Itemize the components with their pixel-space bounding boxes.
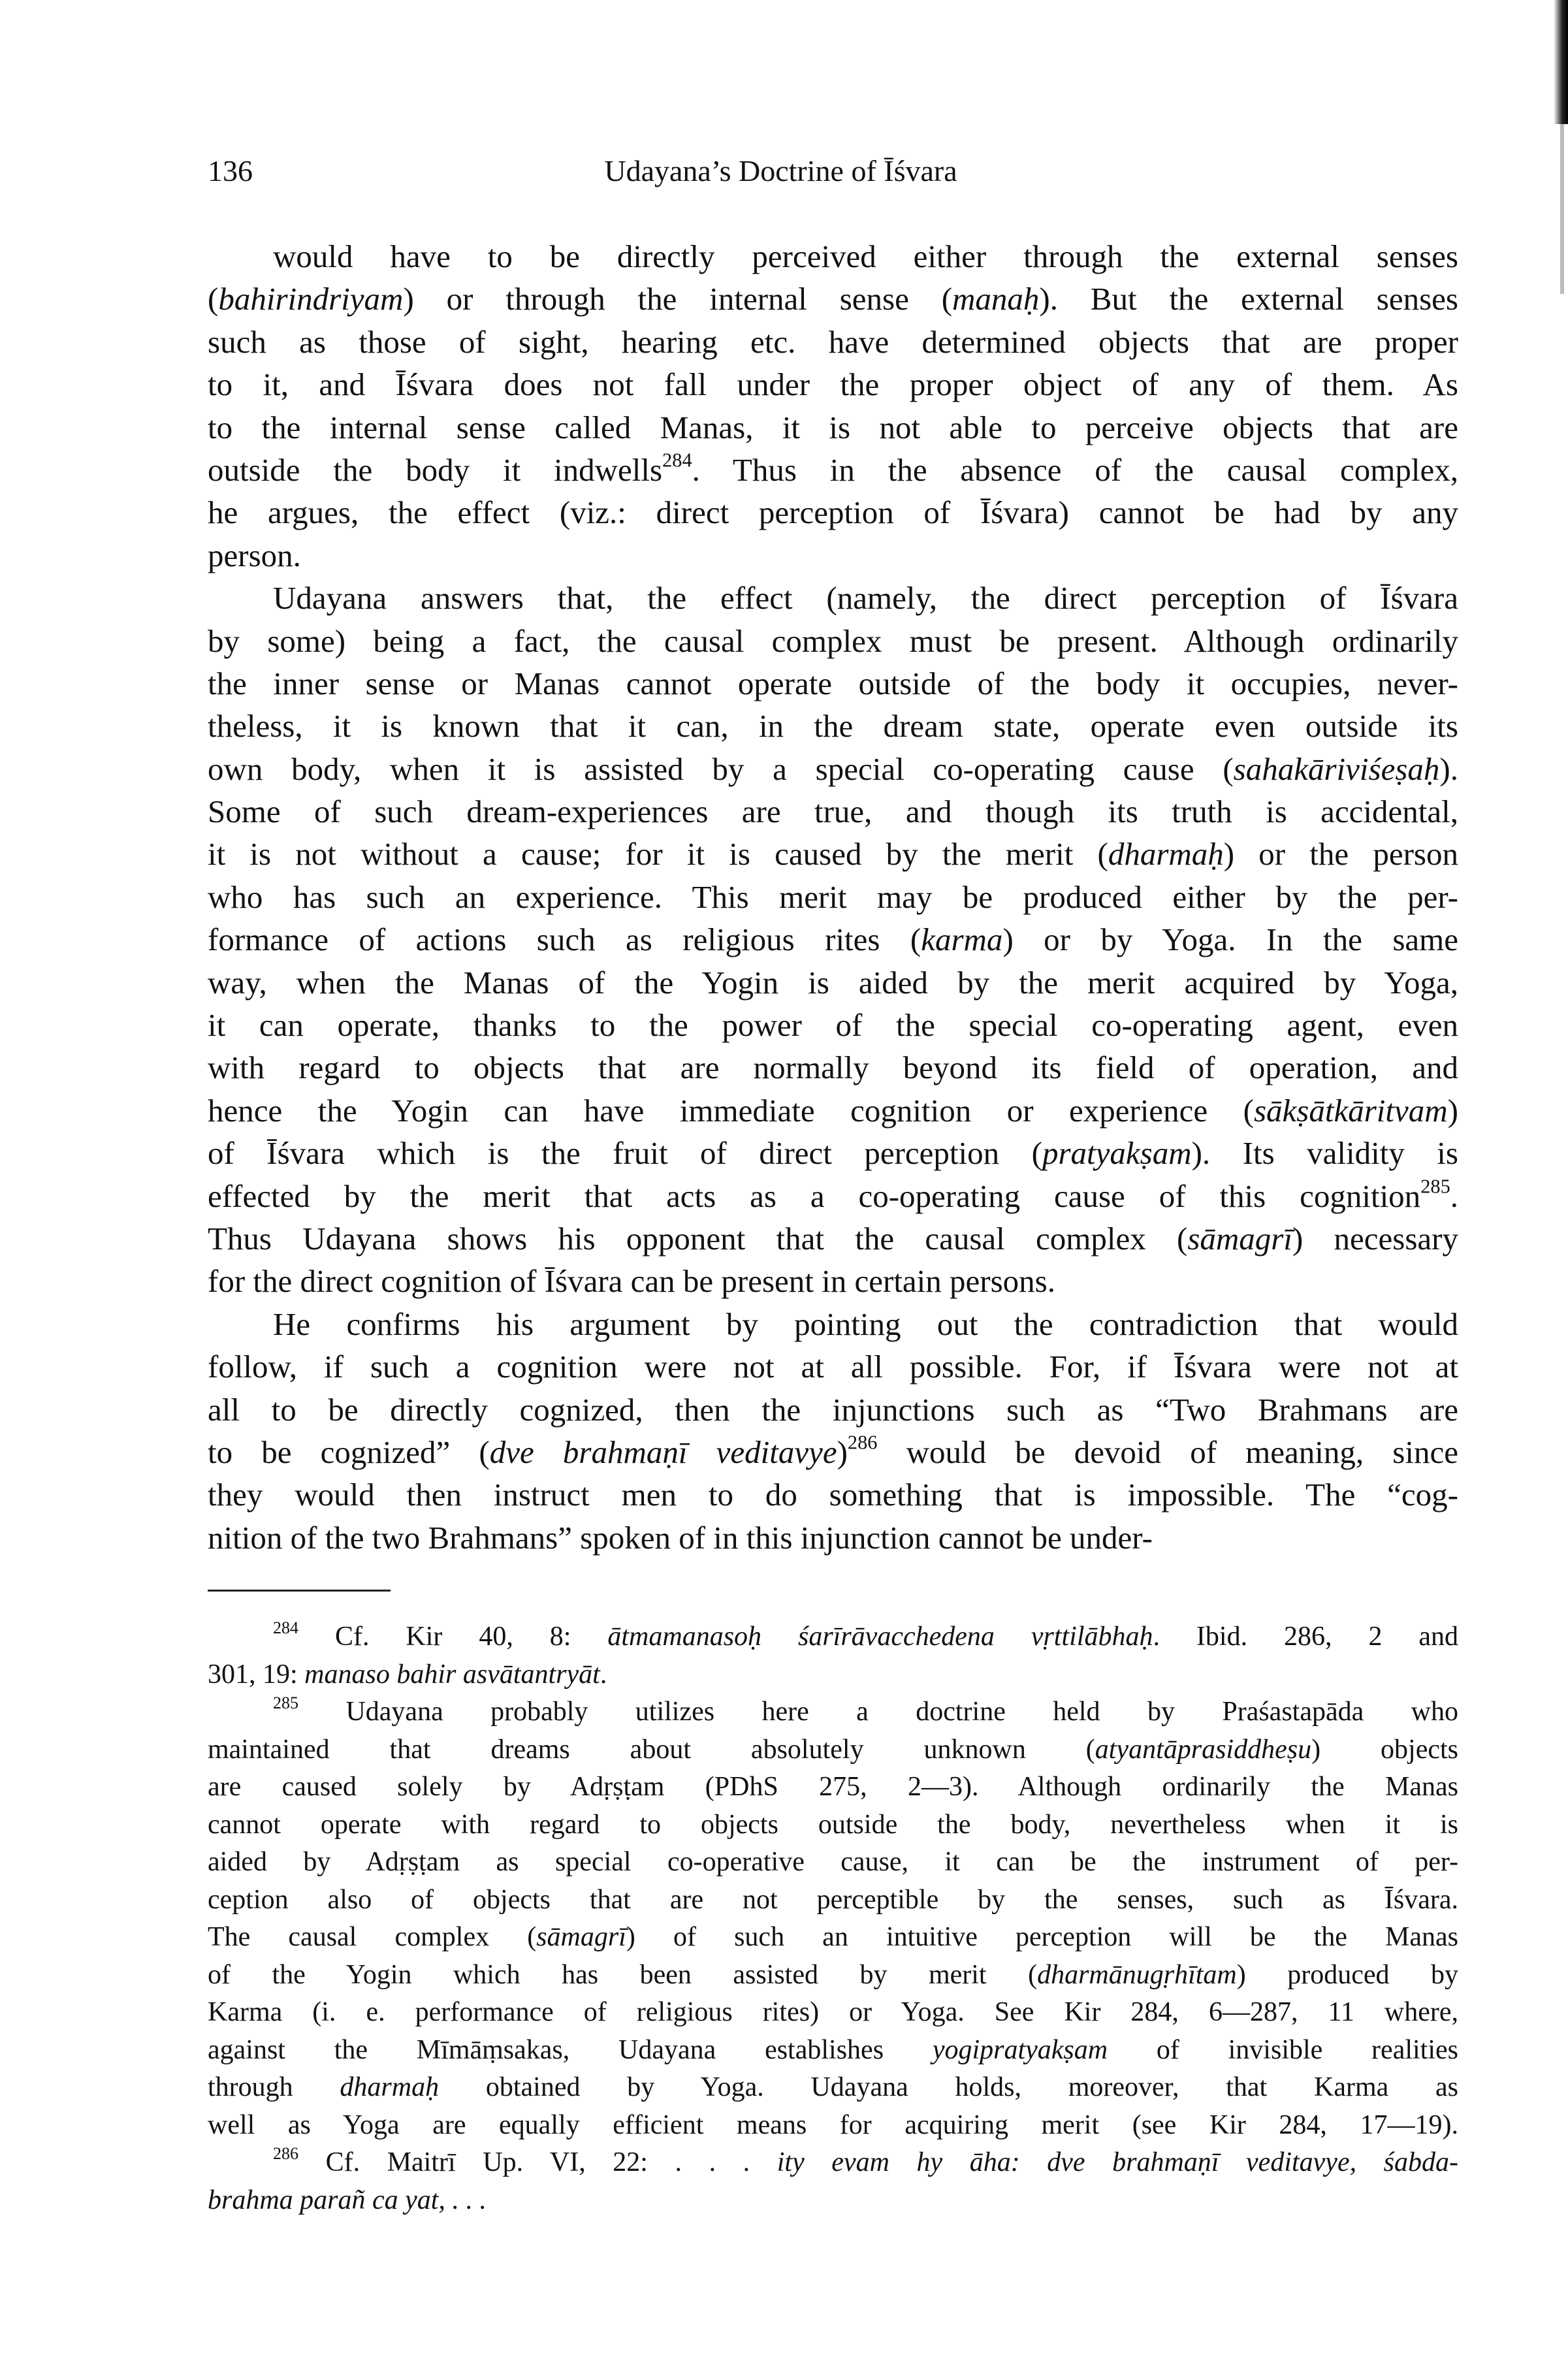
text-segment: own body, when it is assisted by a special co-operating cause ( [208,750,1234,787]
italic-term: ity evam hy āha: dve brahmaṇī veditavye, śabda- [776,2147,1458,2177]
italic-term: manaḥ [952,281,1040,317]
text-segment: ception also of objects that are not perceptible by the senses, such as Īśvara. [208,1884,1458,1915]
text-segment: Cf. Maitrī Up. VI, 22: . . . [298,2147,777,2177]
text-line [208,1217,1458,1260]
text-segment: ). Its validity is [1191,1135,1458,1172]
running-title: Udayana’s Doctrine of Īśvara [604,154,957,187]
text-line [208,876,1458,918]
footnote [208,1693,1458,2144]
footnote-marker: 286 [273,2143,299,2163]
text-line [208,1656,1458,1694]
text-line [208,748,1458,790]
text-segment: Some of such dream-experiences are true, and though its truth is accidental, [208,793,1458,830]
text-segment: ) or through the internal sense ( [403,281,953,317]
text-line [208,534,1458,577]
text-segment: Cf. Kir 40, 8: [298,1622,608,1652]
text-segment: ) [1447,1092,1458,1129]
text-line [208,278,1458,320]
text-segment: it is not without a cause; for it is caused by the merit ( [208,836,1108,873]
text-segment: ) objects [1311,1734,1458,1765]
text-segment: theless, it is known that it can, in the dream state, operate even outside its [208,708,1458,745]
italic-term: sāmagrī [1187,1220,1292,1257]
footnote-marker: 285 [1420,1175,1450,1198]
text-segment: would be devoid of meaning, since [877,1434,1458,1470]
text-line [208,2032,1458,2070]
text-line [208,790,1458,833]
text-segment: ) [837,1434,848,1470]
italic-term: sahakāriviśeṣaḥ [1233,750,1440,787]
scan-edge-artifact [1554,0,1568,124]
text-line [208,1516,1458,1559]
italic-term: dve brahmaṇī veditavye [489,1434,837,1470]
footnote [208,1618,1458,1693]
footnote-marker: 286 [847,1431,878,1454]
text-segment: obtained by Yoga. Udayana holds, moreover, that Karma as [439,2072,1458,2102]
text-segment: Karma (i. e. performance of religious rites) or Yoga. See Kir 284, 6—287, 11 where, [208,1997,1458,2027]
text-segment: of the Yogin which has been assisted by merit ( [208,1959,1038,1990]
page-header [208,153,1458,199]
text-segment: all to be directly cognized, then the injunctions such as “Two Brahmans are [208,1391,1458,1428]
italic-term: manaso bahir asvātantryāt [304,1659,600,1690]
text-line [208,1844,1458,1882]
text-segment: would have to be directly perceived either through the external senses [273,238,1458,274]
page-number: 136 [208,154,253,187]
text-line [208,662,1458,705]
text-segment: effected by the merit that acts as a co-operating cause of this cognition [208,1178,1421,1214]
text-line [208,2182,1458,2220]
text-segment: they would then instruct men to do something that is impossible. The “cog- [208,1477,1458,1513]
text-segment: hence the Yogin can have immediate cognition or experience ( [208,1092,1254,1129]
text-segment: cannot operate with regard to objects outside the body, nevertheless when it is [208,1809,1458,1840]
text-segment: formance of actions such as religious rites ( [208,921,921,958]
text-line [208,1388,1458,1431]
text-line [208,363,1458,406]
text-line [208,449,1458,491]
text-segment: who has such an experience. This merit may be produced either by the per- [208,878,1458,915]
text-line [208,577,1458,619]
text-segment: . [1450,1178,1458,1214]
text-line [208,833,1458,875]
text-segment: 301, 19: [208,1659,305,1690]
text-line [208,2107,1458,2145]
footnote-rule [208,1590,391,1592]
text-segment: well as Yoga are equally efficient means for acquiring merit (see Kir 284, 17—19). [208,2109,1458,2140]
text-segment: person. [208,537,301,573]
text-line [208,1004,1458,1046]
text-segment: against the Mīmāṃsakas, Udayana establishes [208,2034,933,2065]
text-line [208,918,1458,961]
text-line [208,1046,1458,1089]
italic-term: brahma parañ ca yat, . . . [208,2185,487,2215]
italic-term: pratyakṣam [1042,1135,1192,1172]
text-line [208,1132,1458,1174]
italic-term: dharmānugṛhītam [1037,1959,1237,1990]
text-segment: ). [1439,750,1458,787]
scan-edge-artifact [1560,124,1564,294]
text-segment: nition of the two Brahmans” spoken of in this injunction cannot be under- [208,1519,1153,1556]
italic-term: yogipratyakṣam [932,2034,1108,2065]
text-line [208,705,1458,747]
text-line [208,235,1458,278]
text-segment: ) of such an intuitive perception will be the Manas [626,1922,1458,1952]
text-segment: aided by Adṛṣṭam as special co-operative cause, it can be the instrument of per- [208,1847,1458,1877]
text-segment: ) necessary [1292,1220,1458,1257]
footnote-marker: 284 [662,449,692,472]
text-segment: to it, and Īśvara does not fall under the proper object of any of them. As [208,366,1458,403]
italic-term: atyantāprasiddheṣu [1095,1734,1312,1765]
text-segment: He confirms his argument by pointing out the contradiction that would [273,1306,1458,1342]
text-segment: such as those of sight, hearing etc. have determined objects that are proper [208,323,1458,360]
text-line [208,1806,1458,1844]
paragraph [208,577,1458,1303]
text-segment: Udayana answers that, the effect (namely, the direct perception of Īśvara [273,580,1458,617]
text-segment: Thus Udayana shows his opponent that the causal complex ( [208,1220,1188,1257]
text-line [208,961,1458,1004]
text-line [208,321,1458,363]
body-text [208,235,1458,1559]
text-line [208,1882,1458,1919]
italic-term: sākṣātkāritvam [1253,1092,1448,1129]
text-line [208,406,1458,449]
footnote [208,2144,1458,2219]
text-line [208,1345,1458,1388]
text-segment: for the direct cognition of Īśvara can be present in certain persons. [208,1263,1055,1300]
text-line [208,1618,1458,1656]
text-line [208,2069,1458,2107]
text-segment: with regard to objects that are normally beyond its field of operation, and [208,1049,1458,1086]
italic-term: dharmaḥ [1108,836,1224,873]
italic-term: dharmaḥ [340,2072,440,2102]
text-segment: ). But the external senses [1039,281,1458,317]
text-line [208,1473,1458,1516]
italic-term: bahirindriyam [218,281,404,317]
paragraph [208,1303,1458,1559]
italic-term: sāmagrī [536,1922,626,1952]
text-line [208,1175,1458,1217]
text-segment: to be cognized” ( [208,1434,490,1470]
text-segment: he argues, the effect (viz.: direct perception of Īśvara) cannot be had by any [208,494,1458,531]
text-line [208,1260,1458,1302]
text-line [208,620,1458,662]
text-segment: maintained that dreams about absolutely unknown ( [208,1734,1095,1765]
text-segment: ) or the person [1223,836,1458,873]
text-segment: way, when the Manas of the Yogin is aided by the merit acquired by Yoga, [208,964,1458,1001]
text-segment: follow, if such a cognition were not at all possible. For, if Īśvara were not at [208,1349,1458,1385]
text-segment: ) produced by [1236,1959,1458,1990]
text-segment: to the internal sense called Manas, it is not able to perceive objects that are [208,409,1458,445]
text-segment: outside the body it indwells [208,451,663,488]
text-line [208,1431,1458,1473]
text-line [208,1957,1458,1995]
text-line [208,491,1458,534]
footnotes [208,1618,1458,2219]
paragraph [208,235,1458,577]
text-line [208,1303,1458,1345]
text-segment: The causal complex ( [208,1922,537,1952]
text-line [208,1994,1458,2032]
text-line [208,1731,1458,1769]
footnote-marker: 285 [273,1693,299,1712]
text-segment: of Īśvara which is the fruit of direct perception ( [208,1135,1042,1172]
text-line [208,1919,1458,1957]
footnote-marker: 284 [273,1618,299,1637]
text-segment: ) or by Yoga. In the same [1002,921,1459,958]
text-segment: are caused solely by Adṛṣṭam (PDhS 275, 2—3). Although ordinarily the Manas [208,1772,1458,1802]
text-segment: Udayana probably utilizes here a doctrine held by Praśastapāda who [298,1697,1458,1727]
italic-term: karma [921,921,1003,958]
text-line [208,1089,1458,1132]
text-segment: ( [208,281,219,317]
text-segment: . Thus in the absence of the causal complex, [692,451,1458,488]
text-segment: it can operate, thanks to the power of the special co-operating agent, even [208,1007,1458,1044]
text-segment: by some) being a fact, the causal complex must be present. Although ordinarily [208,622,1458,659]
text-line [208,1769,1458,1806]
text-segment: through [208,2072,340,2102]
italic-term: ātmamanasoḥ śarīrāvacchedena vṛttilābhaḥ [607,1622,1153,1652]
text-line [208,1693,1458,1731]
text-segment: of invisible realities [1108,2034,1458,2065]
text-segment: the inner sense or Manas cannot operate outside of the body it occupies, never- [208,665,1458,701]
text-segment: . [600,1659,607,1690]
text-line [208,2144,1458,2182]
text-segment: . Ibid. 286, 2 and [1153,1622,1459,1652]
